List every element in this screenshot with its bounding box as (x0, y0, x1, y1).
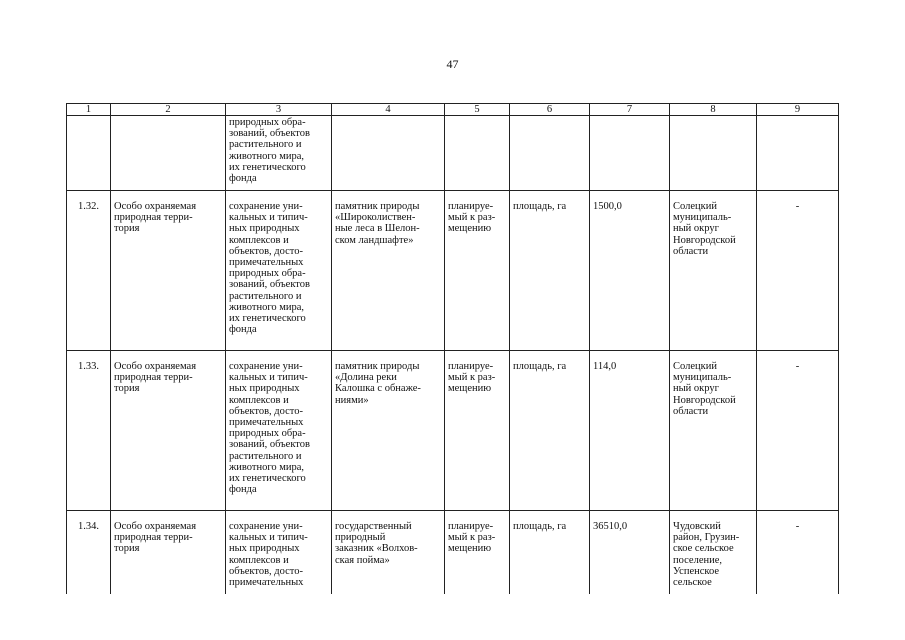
cell-purpose: сохранение уни- кальных и типич- ных природных комплексов и объектов, досто- примечательных природных обра- зований, объектов растительного и животного мира, их генетического фонда (226, 191, 332, 351)
cell-type (111, 116, 226, 191)
table-row-continuation (67, 116, 839, 191)
cell-name (332, 116, 445, 191)
cell-value: 36510,0 (590, 511, 670, 595)
header-cell-2: 2 (111, 104, 226, 116)
cell-num: 1.32. (67, 191, 111, 351)
cell-status: планируе- мый к раз- мещению (445, 511, 510, 595)
header-cell-8: 8 (670, 104, 757, 116)
cell-location: Солецкий муниципаль- ный округ Новгородской области (670, 191, 757, 351)
cell-type: Особо охраняемая природная терри- тория (111, 191, 226, 351)
cell-location (670, 116, 757, 191)
data-table (66, 103, 839, 594)
cell-indicator: площадь, га (510, 511, 590, 595)
cell-zone: - (757, 351, 839, 511)
table-row (67, 191, 839, 351)
header-cell-4: 4 (332, 104, 445, 116)
cell-indicator (510, 116, 590, 191)
cell-num (67, 116, 111, 191)
cell-zone: - (757, 511, 839, 595)
header-cell-9: 9 (757, 104, 839, 116)
cell-zone (757, 116, 839, 191)
header-cell-5: 5 (445, 104, 510, 116)
cell-status: планируе- мый к раз- мещению (445, 351, 510, 511)
cell-indicator: площадь, га (510, 351, 590, 511)
cell-num: 1.34. (67, 511, 111, 595)
cell-location: Солецкий муниципаль- ный округ Новгородской области (670, 351, 757, 511)
cell-value (590, 116, 670, 191)
cell-purpose: природных обра- зований, объектов растительного и животного мира, их генетического фонда (226, 116, 332, 191)
cell-status (445, 116, 510, 191)
cell-status: планируе- мый к раз- мещению (445, 191, 510, 351)
table-row (67, 511, 839, 595)
cell-name: памятник природы «Широколиствен- ные леса в Шелон- ском ландшафте» (332, 191, 445, 351)
header-cell-3: 3 (226, 104, 332, 116)
cell-purpose: сохранение уни- кальных и типич- ных природных комплексов и объектов, досто- примечательных (226, 511, 332, 595)
header-row (67, 104, 839, 116)
cell-location: Чудовский район, Грузин- ское сельское поселение, Успенское сельское (670, 511, 757, 595)
cell-zone: - (757, 191, 839, 351)
cell-name: памятник природы «Долина реки Калошка с обнаже- ниями» (332, 351, 445, 511)
header-cell-6: 6 (510, 104, 590, 116)
cell-type: Особо охраняемая природная терри- тория (111, 351, 226, 511)
header-cell-7: 7 (590, 104, 670, 116)
cell-name: государственный природный заказник «Волхов- ская пойма» (332, 511, 445, 595)
cell-value: 114,0 (590, 351, 670, 511)
page-number: 47 (446, 57, 459, 71)
cell-value: 1500,0 (590, 191, 670, 351)
cell-type: Особо охраняемая природная терри- тория (111, 511, 226, 595)
cell-num: 1.33. (67, 351, 111, 511)
table-row (67, 351, 839, 511)
cell-indicator: площадь, га (510, 191, 590, 351)
cell-purpose: сохранение уни- кальных и типич- ных природных комплексов и объектов, досто- примечательных природных обра- зований, объектов растительного и животного мира, их генетического фонда (226, 351, 332, 511)
header-cell-1: 1 (67, 104, 111, 116)
